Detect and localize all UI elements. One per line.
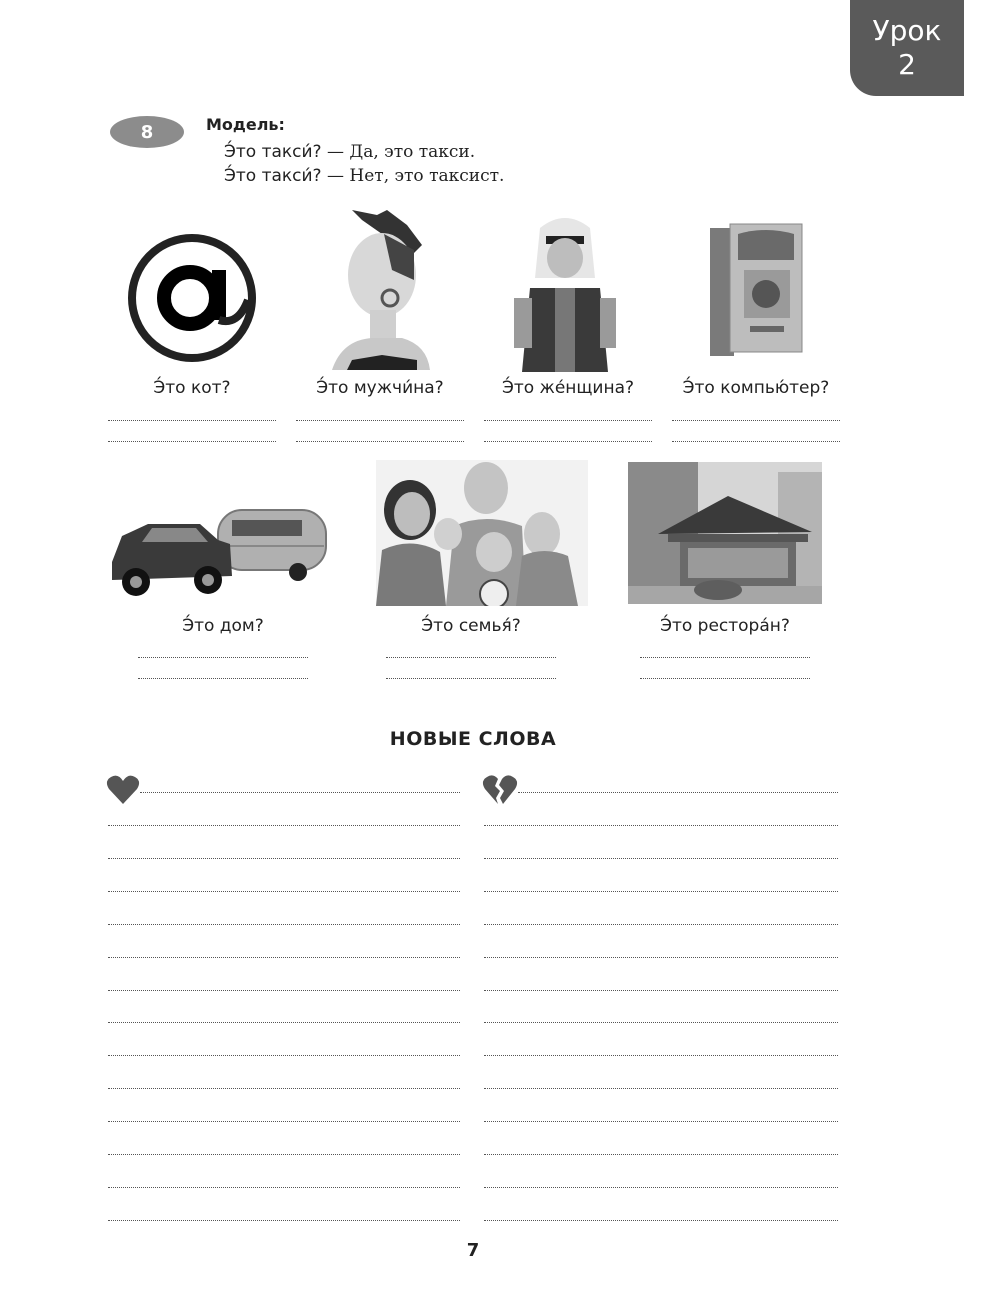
lesson-tab: [850, 0, 964, 96]
word-line[interactable]: [108, 891, 460, 892]
answer-line[interactable]: [484, 441, 652, 442]
answer-line[interactable]: [640, 678, 810, 679]
word-line[interactable]: [108, 1088, 460, 1089]
answer-line[interactable]: [484, 420, 652, 421]
book-photo: [706, 222, 806, 358]
word-line[interactable]: [484, 825, 838, 826]
answer-line[interactable]: [640, 657, 810, 658]
word-line[interactable]: [108, 957, 460, 958]
word-line[interactable]: [484, 1187, 838, 1188]
model-question-2: Э́то такси́?: [224, 166, 322, 186]
man-rocker-photo: [510, 208, 620, 372]
word-line[interactable]: [108, 1055, 460, 1056]
answer-line[interactable]: [386, 657, 556, 658]
model-line-2: [224, 166, 504, 186]
model-label: Модель:: [206, 115, 285, 134]
word-line[interactable]: [108, 1220, 460, 1221]
word-line[interactable]: [484, 924, 838, 925]
question-2: Э́то мужчи́на?: [316, 378, 444, 398]
word-line[interactable]: [484, 957, 838, 958]
new-words-title: НОВЫЕ СЛОВА: [389, 728, 557, 750]
restaurant-photo: [628, 462, 822, 604]
question-1: Э́то кот?: [153, 378, 231, 398]
question-3: Э́то же́нщина?: [501, 378, 635, 398]
word-line[interactable]: [108, 990, 460, 991]
answer-line[interactable]: [386, 678, 556, 679]
question-5: Э́то дом?: [182, 616, 264, 636]
answer-line[interactable]: [672, 441, 840, 442]
word-line[interactable]: [108, 1121, 460, 1122]
word-line[interactable]: [484, 1055, 838, 1056]
question-4: Э́то компью́тер?: [682, 378, 830, 398]
word-line[interactable]: [484, 1121, 838, 1122]
lesson-tab-word: Урок: [872, 14, 942, 47]
question-6: Э́то семья́?: [421, 616, 521, 636]
exercise-number-badge: 8: [110, 116, 184, 148]
word-line[interactable]: [108, 858, 460, 859]
word-line[interactable]: [108, 924, 460, 925]
word-line[interactable]: [484, 1220, 838, 1221]
answer-line[interactable]: [138, 657, 308, 658]
word-line[interactable]: [518, 792, 838, 793]
page-number: 7: [466, 1240, 480, 1261]
broken-heart-icon: [482, 774, 518, 806]
word-line[interactable]: [484, 1154, 838, 1155]
at-sign-icon: [120, 228, 265, 368]
answer-line[interactable]: [296, 441, 464, 442]
model-answer-1: — Да, это такси.: [327, 142, 476, 162]
answer-line[interactable]: [672, 420, 840, 421]
heart-icon: [106, 774, 140, 806]
word-line[interactable]: [108, 1187, 460, 1188]
family-photo: [376, 460, 588, 606]
word-line[interactable]: [484, 990, 838, 991]
car-trailer-photo: [108, 496, 330, 602]
word-line[interactable]: [484, 891, 838, 892]
answer-line[interactable]: [108, 441, 276, 442]
model-question-1: Э́то такси́?: [224, 142, 322, 162]
word-line[interactable]: [108, 825, 460, 826]
model-answer-2: — Нет, это таксист.: [327, 166, 505, 186]
woman-mohawk-photo: [322, 210, 432, 370]
answer-line[interactable]: [296, 420, 464, 421]
word-line[interactable]: [108, 1022, 460, 1023]
word-line[interactable]: [108, 1154, 460, 1155]
answer-line[interactable]: [108, 420, 276, 421]
model-line-1: [224, 142, 475, 162]
lesson-tab-number: 2: [898, 48, 916, 81]
question-7: Э́то рестора́н?: [660, 616, 790, 636]
answer-line[interactable]: [138, 678, 308, 679]
word-line[interactable]: [140, 792, 460, 793]
word-line[interactable]: [484, 1022, 838, 1023]
word-line[interactable]: [484, 1088, 838, 1089]
word-line[interactable]: [484, 858, 838, 859]
